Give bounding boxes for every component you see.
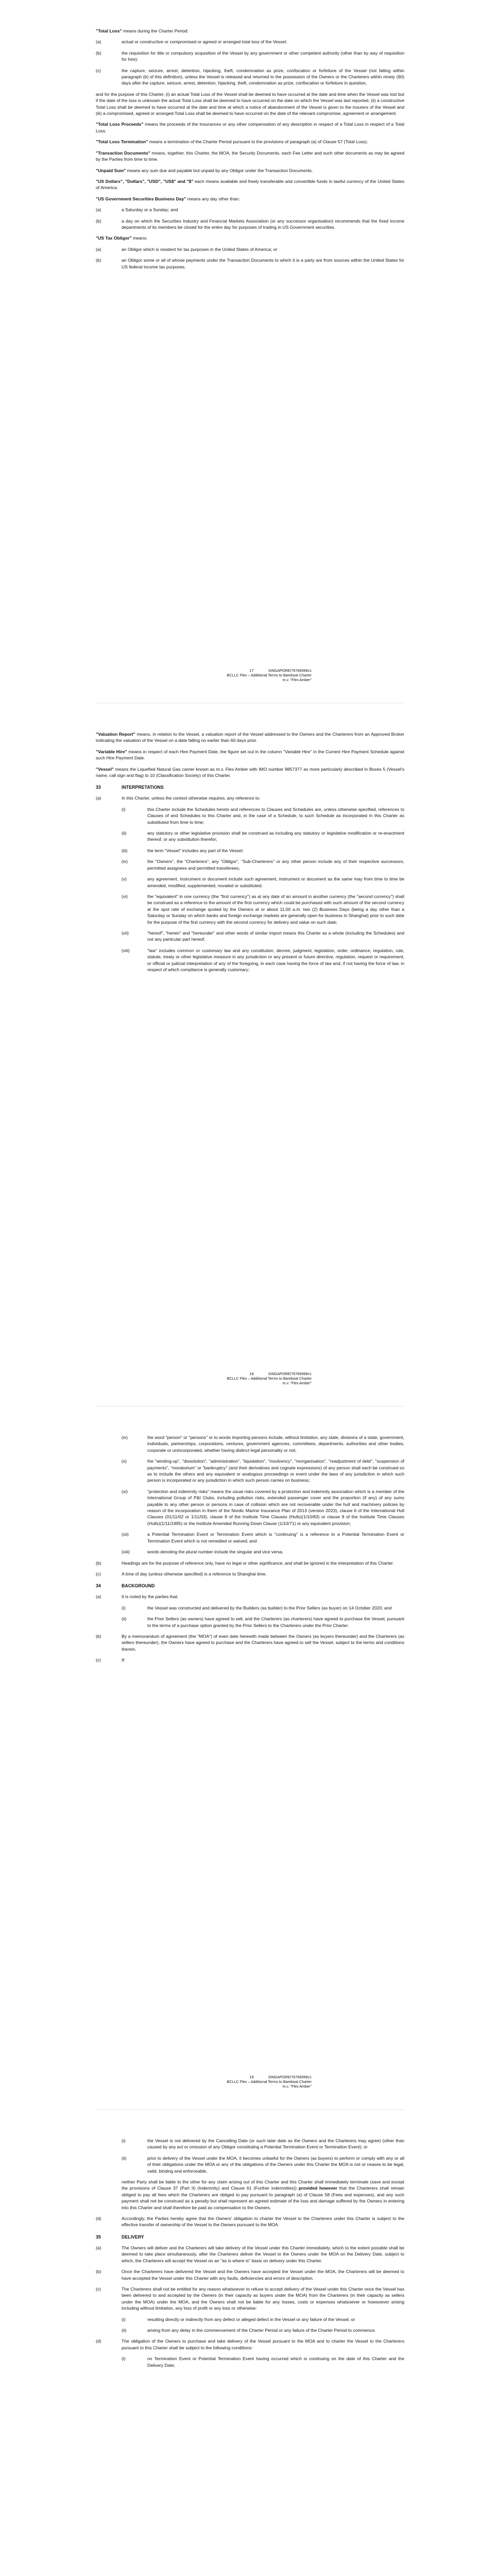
clause-heading	[96, 1583, 404, 1588]
item-text: In this Charter, unless the context otherwise requires, any reference to:	[122, 795, 261, 801]
clause-number: 35	[96, 2234, 101, 2240]
text-emphasis: provided however	[298, 2185, 337, 2191]
item-label: (i)	[122, 2356, 126, 2362]
item-label: (a)	[96, 246, 101, 252]
clause-number: 33	[96, 785, 101, 790]
term: "Total Loss Termination"	[96, 139, 148, 145]
item-label: (i)	[122, 2316, 126, 2322]
definition-valuation-report	[96, 731, 404, 744]
list-item	[96, 806, 404, 825]
list-item	[96, 795, 404, 801]
item-text: the Vessel was constructed and delivered by the Builders (as builder) to the Prior Sellers (as buyer) on 14 October 2020; and	[147, 1605, 392, 1611]
list-item	[96, 858, 404, 871]
item-text: the "winding-up", "dissolution", "administration", "liquidation", "insolvency", "reorganisation", "readjustment of debt", "suspension of payments", "moratorium" or "bankruptcy" (and their derivatives and cognate expressions) of any person shall each be construed so as to include the others and any equivalent or analogous proceedings or event under the laws of any jurisdiction in which such person is incorporated or any jurisdiction in which such person carries on business;	[147, 1459, 404, 1483]
list-item	[96, 2215, 404, 2228]
item-label: (d)	[96, 2216, 101, 2222]
clause-heading	[96, 2234, 404, 2240]
list-item	[96, 1434, 404, 1453]
list-item	[96, 1560, 404, 1566]
page-number: 18	[249, 1371, 254, 1376]
item-label: (d)	[96, 2338, 101, 2344]
item-label: (b)	[96, 218, 101, 224]
definition-unpaid-sum	[96, 167, 404, 174]
item-text: the Prior Sellers (as owners) have agreed to sell, and the Charterers (as charterers) have agreed to purchase the Vessel, pursuant to the terms of a purchase option granted by the Prior Sellers to the Charterers under the Prior Charter.	[147, 1616, 404, 1628]
term: "US Government Securities Business Day"	[96, 196, 186, 201]
term: "US Tax Obligor"	[96, 235, 132, 241]
list-item	[96, 50, 404, 63]
item-text: Headings are for the purpose of reference only, have no legal or other significance, and shall be ignored in the interpretation of this Charter.	[122, 1560, 394, 1566]
paragraph	[96, 2179, 404, 2211]
item-label: (i)	[122, 806, 126, 812]
item-label: (c)	[96, 1657, 101, 1663]
list-item	[96, 2338, 404, 2351]
footer-line: BCLLC Flex – Additional Terms to Bareboat Charter	[227, 2079, 312, 2084]
item-label: (ii)	[122, 2155, 127, 2161]
footer-line: BCLLC Flex – Additional Terms to Bareboat Charter	[227, 1376, 312, 1381]
item-label: (xi)	[122, 1488, 128, 1494]
list-item	[96, 2268, 404, 2281]
item-label: (ii)	[122, 2327, 127, 2333]
list-item	[96, 1531, 404, 1544]
text-run: that the Charterers shall remain obliged to pay all fees which the Charterers are obliged to pay pursuant to paragraph (a) of Clause 58 (Fees and expenses), and any such payment shall not be construed as a penalty but shall represent an agreed estimate of the loss and damage suffered by the Owners in entering into this Charter and shall therefore be paid as compensation to the Owners.	[122, 2185, 404, 2210]
item-text: It is noted by the parties that:	[122, 1594, 179, 1600]
item-label: (x)	[122, 1459, 127, 1464]
list-item	[96, 1594, 404, 1600]
term: "Vessel"	[96, 766, 114, 772]
list-item	[96, 2355, 404, 2368]
list-item	[96, 947, 404, 973]
definition-total-loss-termination	[96, 139, 404, 145]
page-footer	[192, 2075, 312, 2089]
item-label: (c)	[96, 2286, 101, 2292]
item-label: (a)	[96, 1594, 101, 1600]
list-item	[96, 2327, 404, 2333]
definition-text: means during the Charter Period:	[122, 28, 188, 33]
term: "US Dollars", "Dollars", "USD", "US$" and "$"	[96, 178, 194, 184]
definition-transaction-documents	[96, 150, 404, 163]
item-label: (xii)	[122, 1532, 129, 1537]
list-item	[96, 1458, 404, 1484]
item-label: (vi)	[122, 893, 128, 899]
list-item	[96, 1616, 404, 1629]
list-item	[96, 830, 404, 843]
item-label: (c)	[96, 67, 101, 73]
term: "Total Loss"	[96, 28, 122, 33]
item-label: (a)	[96, 39, 101, 45]
list-item	[96, 2286, 404, 2312]
item-label: (iii)	[122, 848, 128, 853]
item-text: actual or constructive or compromised or agreed or arranged total loss of the Vessel;	[122, 39, 287, 45]
list-item	[96, 207, 404, 213]
list-item	[96, 876, 404, 889]
item-label: (b)	[96, 2269, 101, 2275]
item-text: a Potential Termination Event or Termination Event which is "continuing" is a reference to a Potential Termination Event or Termination Event which is not remedied or waived; and	[147, 1532, 404, 1544]
page-number: 17	[249, 668, 254, 673]
clause-number: 34	[96, 1583, 101, 1589]
definition-text: means, together, this Charter, the MOA, the Security Documents, each Fee Letter and such other documents as may be agreed by the Parties from time to time.	[96, 150, 404, 162]
list-item	[96, 67, 404, 87]
item-text: the word "person" or "persons" or to words importing persons include, without limitation, any state, divisions of a state, government, individuals, partnerships, corporations, ventures, government agencies, committees, departments, authorities and other bodies, corporate or unincorporated, whether having distinct legal personality or not;	[147, 1435, 404, 1453]
item-label: (iv)	[122, 859, 128, 865]
item-text: this Charter include the Schedules hereto and references to Clauses and Schedules are, unless otherwise specified, references to Clauses of and Schedules to this Charter and, in the case of a Schedule, to such Schedule as incorporated in this Charter as substituted from time to time;	[147, 806, 404, 825]
item-text: Accordingly, the Parties hereby agree that the Owners' obligation to charter the Vessel to the Charterers under this Charter is subject to the effective transfer of ownership of the Vessel to the Owners pursuant to the MOA.	[122, 2216, 404, 2228]
item-label: (c)	[96, 1571, 101, 1577]
list-item	[96, 257, 404, 270]
page-footer	[192, 1371, 312, 1385]
list-item	[96, 848, 404, 854]
definition-vessel	[96, 766, 404, 779]
item-label: (b)	[96, 50, 101, 56]
item-text: If:	[122, 1657, 126, 1663]
item-text: the requisition for title or compulsory acquisition of the Vessel by any government or other competent authority (other than by way of requisition for hire);	[122, 50, 404, 62]
term: "Transaction Documents"	[96, 150, 150, 156]
text-run: neither Party shall be liable to the other for any claim arising out of this Charter and this Charter shall immediately terminate (save and except the provisions of Clause 37 (Part II) (Indemnity) and Clause 61 (Further indemnities))	[122, 2179, 404, 2191]
item-label: (a)	[96, 207, 101, 213]
item-label: (v)	[122, 876, 127, 882]
item-text: The Owners will deliver and the Charterers will take delivery of the Vessel under this Charter immediately, which to the extent possible shall be deemed to take place simultaneously, after the Charterers deliver the Vessel to the Owners under the MOA on the Delivery Date, subject to which, the Charterers will accept the Vessel on an "as is where is" basis on delivery under this Charter.	[122, 2245, 404, 2263]
item-text: By a memorandum of agreement (the "MOA") of even date herewith made between the Owners (as buyers thereunder) and the Charterers (as sellers thereunder), the Owners have agreed to purchase and the Charterers have agreed to sell the Vessel, subject to the terms and conditions therein.	[122, 1633, 404, 1652]
item-text: a Saturday or a Sunday; and	[122, 207, 178, 213]
item-label: (a)	[96, 2245, 101, 2250]
item-text: the "equivalent" in one currency (the "first currency") as at any date of an amount in another currency (the "second currency") shall be construed as a reference to the amount of the first currency which could be purchased with such amount of the second currency at the spot rate of exchange quoted by the Owners at or about 11:00 a.m. two (2) Business Days (being a day other than a Saturday or Sunday on which banks and foreign exchange markets are generally open for business in Shanghai) prior to such date for the purpose of the first currency with the second currency for delivery and value on such date;	[147, 893, 404, 925]
term: "Unpaid Sum"	[96, 167, 126, 173]
definition-text: means the Liquefied Natural Gas carrier known as m.v. Flex Amber with IMO number 9857377 as more particularly described in Boxes 5 (Vessel's name, call sign and flag) to 10 (Classification Society) of this Charter.	[96, 766, 404, 778]
definition-text: means:	[131, 235, 148, 241]
item-text: the capture, seizure, arrest, detention, hijacking, theft, condemnation as prize, confiscation or forfeiture of the Vessel (not falling within paragraph (b) of this definition), unless the Vessel is released and returned to the possession of the Owners or the Charterers within ninety (90) days after the capture, seizure, arrest, detention, hijacking, theft, condemnation as prize, confiscation or forfeiture in question,	[122, 67, 404, 86]
definition-us-gov-sec-business-day	[96, 196, 404, 202]
definition-text: each means available and freely transferable and convertible funds in lawful currency of the United States of America.	[96, 178, 404, 191]
item-text: "law" includes common or customary law and any constitution, decree, judgment, legislation, order, ordinance, regulation, rule, statute, treaty or other legislative measure in any jurisdiction or any present or future directive, regulation, request or requirement, or official or judicial interpretation of any of the foregoing, in each case having the force of law and, if not having the force of law, in respect of which compliance is generally customary;	[147, 947, 404, 972]
definition-text: means, in relation to the Vessel, a valuation report of the Vessel addressed to the Owners and the Charterers from an Approved Broker indicating the valuation of the Vessel on a date falling no earlier than 60 days prior.	[96, 732, 404, 743]
list-item	[96, 1605, 404, 1611]
item-label: (b)	[96, 1560, 101, 1566]
page-20	[96, 2110, 404, 2576]
item-label: (a)	[96, 795, 101, 801]
paragraph: and for the purpose of this Charter, (i) an actual Total Loss of the Vessel shall be deemed to have occurred at the date and time when the Vessel was lost but if the date of the loss is unknown the actual Total Loss shall be deemed to have occurred on the date on which the Vessel was last reported, (ii) a constructive Total Loss shall be deemed to have occurred at the date and time at which a notice of abandonment of the Vessel is given to the insurers of the Vessel and (iii) a compromised, agreed or arranged Total Loss shall be deemed to have occurred on the date of the relevant compromise, agreement or arrangement.	[96, 91, 404, 116]
item-text: any statutory or other legislative provision shall be construed as including any statutory or legislative modification or re-enactment thereof, or any substitution therefor;	[147, 831, 404, 842]
item-text: resulting directly or indirectly from any defect or alleged defect in the Vessel or any failure of the Vessel; or	[147, 2316, 355, 2322]
item-text: "protection and indemnity risks" means the usual risks covered by a protection and indemnity association which is a member of the International Group of P&I Clubs, including pollution risks, extended passenger cover and the proportion (if any) of any sums payable to any other person or persons in case of collision which are not recoverable under the hull and machinery policies by reason of the incorporation in them of the Nordic Marine Insurance Plan of 2013 (version 2023), clause 6 of the International Hull Clauses (01/11/02 or 1/11/03), clause 8 of the Institute Time Clauses (Hulls)(1/10/83) or clause 8 of the Institute Time Clauses (Hulls)(1/11/1995) or the Institute Amended Running Down Clause (1/10/71) or any equivalent provision;	[147, 1488, 404, 1526]
item-text: Once the Charterers have delivered the Vessel and the Owners have accepted the Vessel under the MOA, the Charterers will be deemed to have accepted the Vessel under this Charter with any faults, deficiencies and errors of description.	[122, 2269, 404, 2281]
list-item	[96, 218, 404, 231]
item-label: (i)	[122, 2138, 126, 2143]
item-text: "hereof", "herein" and "hereunder" and other words of similar import means this Charter as a whole (including the Schedules) and not any particular part hereof;	[147, 930, 404, 942]
definition-text: means any day other than:	[186, 196, 240, 201]
item-text: prior to delivery of the Vessel under the MOA, it becomes unlawful for the Owners (as buyers) to perform or comply with any or all of their obligations under the MOA or any of the obligations of the Owners under this Charter the MOA is not or ceases to be legal, valid, binding and enforceable,	[147, 2155, 404, 2174]
item-text: the term "Vessel" includes any part of the Vessel;	[147, 848, 244, 853]
footer-line: m.v. "Flex Amber"	[282, 2084, 312, 2089]
item-label: (vii)	[122, 930, 129, 936]
item-label: (i)	[122, 1605, 126, 1611]
definition-variable-hire	[96, 749, 404, 761]
page-18	[96, 703, 404, 1406]
list-item	[96, 1571, 404, 1577]
list-item	[96, 1549, 404, 1555]
item-text: a day on which the Securities Industry and Financial Markets Association (or any successor organisation) recommends that the fixed income departments of its members be closed for the entire day for purposes of trading in US Government securities.	[122, 218, 404, 230]
footer-line: m.v. "Flex Amber"	[282, 1381, 312, 1385]
term: "Total Loss Proceeds"	[96, 122, 144, 127]
item-label: (b)	[96, 1633, 101, 1639]
list-item	[96, 1657, 404, 1663]
item-text: arising from any delay in the commencement of the Charter Period or any failure of the Charter Period to commence.	[147, 2327, 376, 2333]
page-number: 19	[249, 2075, 254, 2079]
page-19	[96, 1406, 404, 2110]
list-item	[96, 930, 404, 943]
definition-text: means a termination of the Charter Period pursuant to the provisions of paragraph (a) of Clause 57 (Total Loss).	[148, 139, 368, 145]
item-label: (xiii)	[122, 1549, 130, 1555]
term: "Valuation Report"	[96, 732, 135, 737]
item-text: an Obligor which is resident for tax purposes in the United States of America; or	[122, 246, 278, 252]
page-17	[96, 0, 404, 703]
definition-text: means in respect of each Hire Payment Date, the figure set out in the column "Variable Hire" in the Current Hire Payment Schedule against such Hire Payment Date.	[96, 749, 404, 761]
list-item	[96, 2138, 404, 2150]
list-item	[96, 2245, 404, 2264]
item-text: The Charterers shall not be entitled for any reason whatsoever to refuse to accept delivery of the Vessel under this Charter once the Vessel has been delivered to and accepted by the Owners (in their capacity as buyers under the MOA) from the Charterers (in their capacity as sellers under the MOA) under the MOA, and the Owners shall not be liable for any losses, costs or expenses whatsoever or howsoever arising including without limitation, any loss of profit or any loss or otherwise:	[122, 2286, 404, 2311]
term: "Variable Hire"	[96, 749, 127, 754]
footer-line: SINGAPORE/76766999v1	[268, 1371, 312, 1376]
footer-line: m.v. "Flex Amber"	[282, 677, 312, 682]
item-label: (b)	[96, 258, 101, 263]
list-item	[96, 1633, 404, 1652]
item-text: The obligation of the Owners to purchase and take delivery of the Vessel pursuant to the MOA and to charter the Vessel to the Charterers pursuant to this Charter shall be subject to the following conditions:	[122, 2338, 404, 2350]
footer-line: SINGAPORE/76766999v1	[268, 2075, 312, 2079]
list-item	[96, 1488, 404, 1527]
definition-us-dollars	[96, 178, 404, 191]
item-text: any agreement, instrument or document include such agreement, instrument or document as the same may from time to time be amended, modified, supplemented, novated or substituted;	[147, 876, 404, 888]
item-label: (ix)	[122, 1435, 128, 1440]
item-text: an Obligor some or all of whose payments under the Transaction Documents to which it is a party are from sources within the United States for US federal income tax purposes.	[122, 258, 404, 269]
list-item	[96, 246, 404, 252]
clause-title: INTERPRETATIONS	[122, 785, 164, 790]
list-item	[96, 2155, 404, 2174]
definition-text: means any sum due and payable but unpaid by any Obligor under the Transaction Documents.	[126, 167, 313, 173]
footer-line: BCLLC Flex – Additional Terms to Bareboat Charter	[227, 673, 312, 677]
item-text: the Vessel is not delivered by the Cancelling Date (or such later date as the Owners and the Charterers may agree) (other than caused by any act or omission of any Obligor constituting a Potential Termination Event or Termination Event); or	[147, 2138, 404, 2150]
list-item	[96, 893, 404, 925]
definition-total-loss-proceeds	[96, 121, 404, 134]
item-text: words denoting the plural number include the singular and vice versa.	[147, 1549, 284, 1555]
item-text: A time of day (unless otherwise specified) is a reference to Shanghai time.	[122, 1571, 267, 1577]
item-label: (viii)	[122, 947, 130, 953]
item-text: the "Owners", the "Charterers", any "Obligor", "Sub-Charterers" or any other person include any of their respective successors, permitted assignees and permitted transferees;	[147, 859, 404, 871]
footer-line: SINGAPORE/76766999v1	[268, 668, 312, 673]
definition-text: means the proceeds of the Insurances or any other compensation of any description in respect of a Total Loss in respect of a Total Loss.	[96, 122, 404, 133]
clause-title: DELIVERY	[122, 2234, 144, 2240]
list-item	[96, 2316, 404, 2323]
item-label: (ii)	[122, 1616, 127, 1622]
item-label: (ii)	[122, 831, 127, 836]
page-footer	[192, 668, 312, 682]
clause-title: BACKGROUND	[122, 1583, 155, 1589]
list-item	[96, 39, 404, 45]
definition-total-loss	[96, 28, 404, 34]
clause-heading	[96, 785, 404, 790]
item-text: no Termination Event or Potential Termination Event having occurred which is continuing on the date of this Charter and the Delivery Date;	[147, 2356, 404, 2368]
definition-us-tax-obligor	[96, 235, 404, 241]
